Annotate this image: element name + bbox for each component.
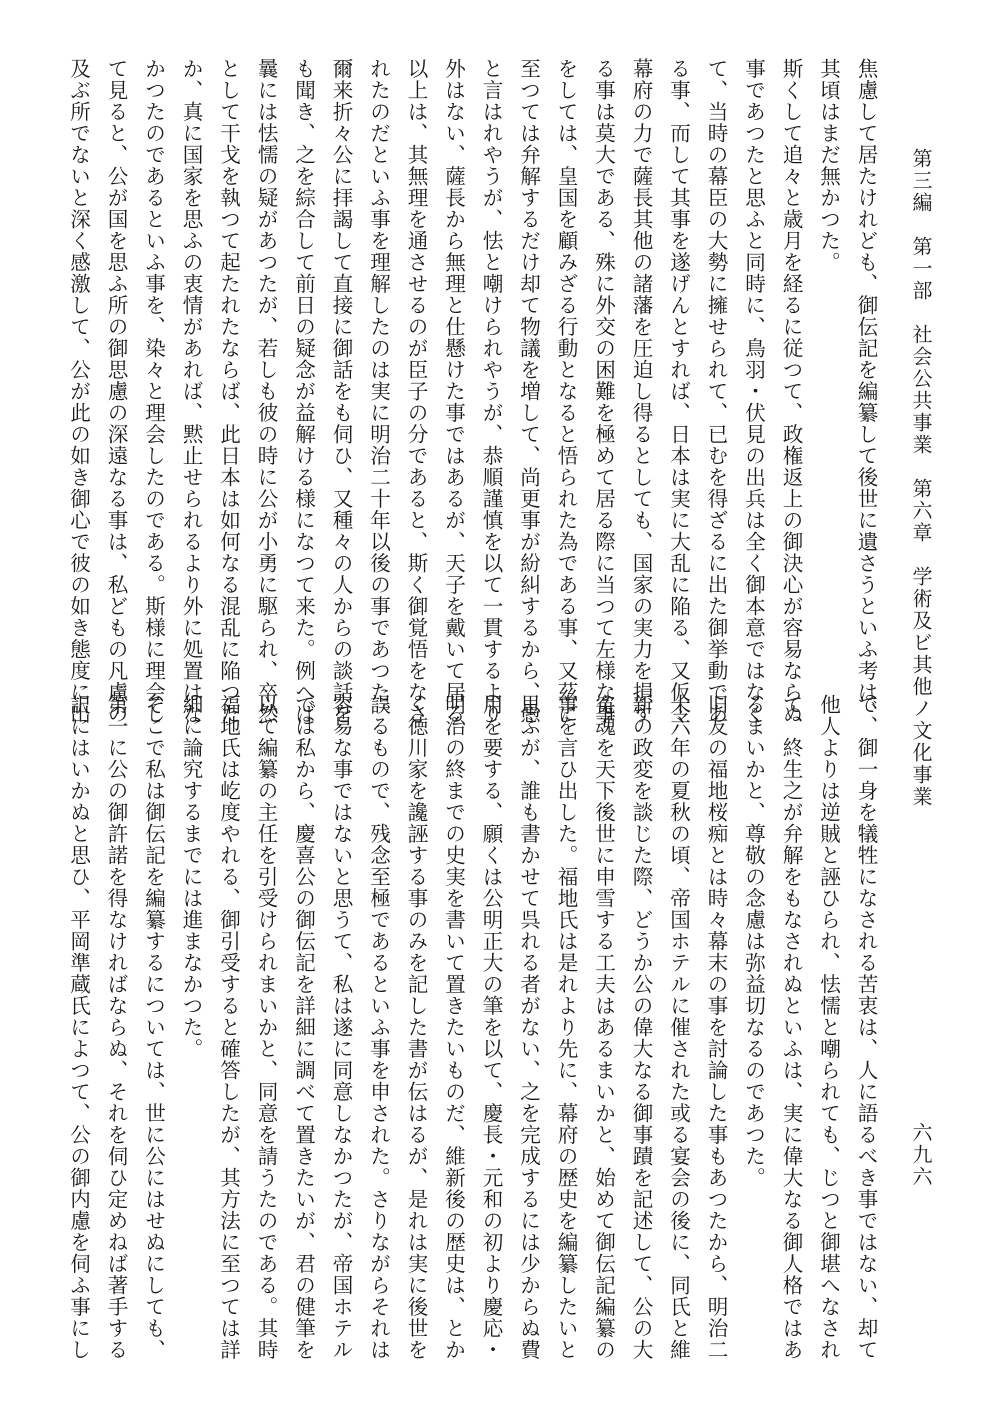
text-line: 幕府の力で薩長其他の諸藩を圧迫し得るとしても、国家の実力を損す xyxy=(629,58,653,725)
text-line: かつたのであるといふ事を、染々と理会したのである。斯様に理会し xyxy=(141,58,166,725)
text-line: 福地氏は屹度やれる、御引受すると確答したが、其方法に至つては詳 xyxy=(216,694,241,1361)
text-line: 用を要する、願くは公明正大の筆を以て、慶長・元和の初より慶応・ xyxy=(479,694,503,1361)
text-line: 外はない、薩長から無理と仕懸けた事ではあるが、天子を戴いて居る xyxy=(441,58,466,725)
text-line: で、御一身を犠牲になされる苦衷は、人に語るべき事ではない、却て xyxy=(854,694,878,1361)
text-line: も聞き、之を綜合して前日の疑念が益解ける様になつて来た。例へば xyxy=(291,58,316,725)
text-line: をしては、皇国を顧みざる行動となると悟られた為である事、又茲に xyxy=(554,58,578,725)
text-line: 事を言ひ出した。福地氏は是れより先に、幕府の歴史を編纂したいと xyxy=(554,694,578,1361)
text-line: 焦慮して居たけれども、御伝記を編纂して後世に遺さうといふ考は、 xyxy=(854,58,878,725)
text-line: 訳にはいかぬと思ひ、平岡準蔵氏によつて、公の御内慮を伺ふ事にし xyxy=(66,694,91,1361)
text-line: 事であつたと思ふと同時に、鳥羽・伏見の出兵は全く御本意ではなく xyxy=(741,58,766,725)
text-line: て、当時の幕臣の大勢に擁せられて、已むを得ざるに出た御挙動であ xyxy=(704,58,728,725)
text-line: 容易な事ではないと思うて、私は遂に同意しなかつたが、帝国ホテル xyxy=(329,694,353,1361)
text-line: そこで私は御伝記を編纂するについては、世に公にはせぬにしても、 xyxy=(141,694,166,1361)
text-line: 其頃はまだ無かつた。 xyxy=(816,58,841,273)
text-line: る事、而して其事を遂げんとすれば、日本は実に大乱に陥る、又仮令 xyxy=(666,58,691,725)
text-line: 及ぶ所でないと深く感激して、公が此の如き御心で彼の如き態度に出 xyxy=(66,58,91,725)
text-line: 以上は、其無理を通させるのが臣子の分であると、斯く御覚悟をなさ xyxy=(404,58,428,725)
text-line: 曩には怯懦の疑があつたが、若しも彼の時に公が小勇に駆られ、卒然 xyxy=(254,58,278,725)
text-line: か、真に国家を思ふの衷情があれば、黙止せられるより外に処置はな xyxy=(179,58,203,725)
text-line: 明治の終までの史実を書いて置きたいものだ、維新後の歴史は、とか xyxy=(441,694,466,1361)
text-line: 思ふが、誰も書かせて呉れる者がない、之を完成するには少からぬ費 xyxy=(516,694,541,1361)
text-line: れたのだといふ事を理解したのは実に明治二十年以後の事であつた。 xyxy=(366,58,391,725)
text-line: 細に論究するまでには進まなかつた。 xyxy=(179,694,203,1060)
text-line: 寃魂を天下後世に申雪する工夫はあるまいかと、始めて御伝記編纂の xyxy=(591,694,616,1361)
upper-text-block xyxy=(66,58,884,725)
text-line: く徳川家を讒誣する事のみを記した書が伝はるが、是れは実に後世を xyxy=(404,694,428,1361)
text-line: 爾来折々公に拝謁して直接に御話をも伺ひ、又種々の人からの談話を xyxy=(329,58,353,725)
text-line: として干戈を執つて起たれたならば、此日本は如何なる混乱に陥つた xyxy=(216,58,241,725)
page-number: 六九六 xyxy=(909,1122,933,1188)
text-line: 以て編纂の主任を引受けられまいかと、同意を請うたのである。其時 xyxy=(254,694,278,1361)
lower-text-block xyxy=(66,694,884,1364)
text-line: 十六年の夏秋の頃、帝国ホテルに催された或る宴会の後に、同氏と維 xyxy=(666,694,691,1361)
text-line: 至つては弁解するだけ却て物議を増して、尚更事が紛糾するから、愚 xyxy=(516,58,541,725)
text-line: 旧友の福地桜痴とは時々幕末の事を討論した事もあつたから、明治二 xyxy=(704,694,728,1361)
running-header: 第三編 第一部 社会公共事業 第六章 学術及ビ其他ノ文化事業 xyxy=(909,148,933,808)
text-line: る事は莫大である、殊に外交の困難を極めて居る際に当つて左様な事 xyxy=(591,58,616,725)
text-line: 誤るもので、残念至極であるといふ事を申された。さりながらそれは xyxy=(366,694,391,1361)
text-line: て、終生之が弁解をもなされぬといふは、実に偉大なる御人格ではあ xyxy=(779,694,803,1361)
text-line: 第一に公の御許諾を得なければならぬ、それを伺ひ定めねば著手する xyxy=(104,694,128,1361)
text-line: 他人よりは逆賊と誣ひられ、怯懦と嘲られても、じつと御堪へなされ xyxy=(816,694,841,1361)
text-line: るまいかと、尊敬の念慮は弥益切なるのであつた。 xyxy=(741,694,766,1189)
text-line: て見ると、公が国を思ふ所の御思慮の深遠なる事は、私どもの凡慮の xyxy=(104,58,128,725)
text-line: と言はれやうが、怯と嘲けられやうが、恭順謹慎を以て一貫するより xyxy=(479,58,503,725)
text-line: 新の政変を談じた際、どうか公の偉大なる御事蹟を記述して、公の大 xyxy=(629,694,653,1361)
text-line: 斯くして追々と歳月を経るに従つて、政権返上の御決心が容易ならぬ xyxy=(779,58,803,725)
text-line: では私から、慶喜公の御伝記を詳細に調べて置きたいが、君の健筆を xyxy=(291,694,316,1361)
